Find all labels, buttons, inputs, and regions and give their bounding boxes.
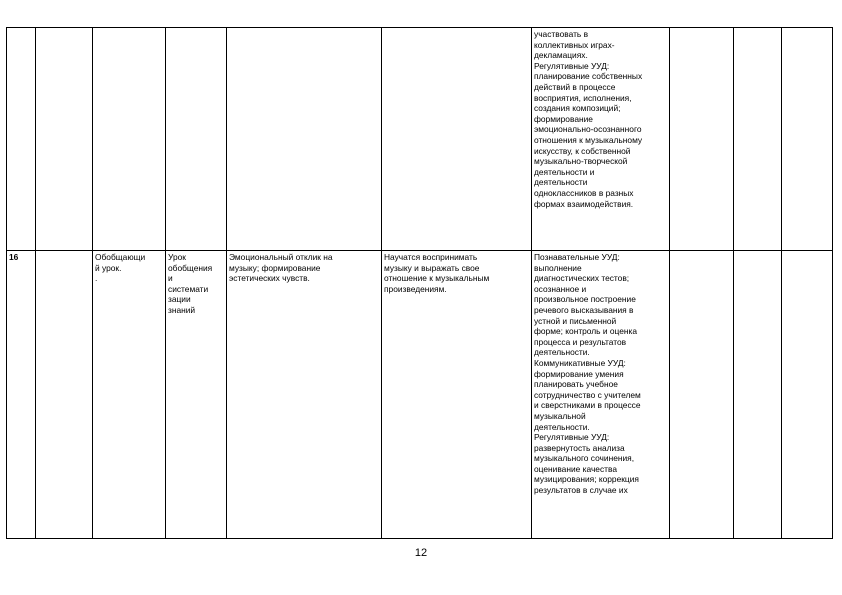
- cell-uud: участвовать в коллективных играх- декламациях. Регулятивные УУД: планирование собственных действий в процессе восприятия, исполнения, создания композиций; формирование эмоционально-осознанного отношения к музыкальному искусству, к собственной музыкально-творческой деятельности и деятельности одноклассников в разных формах взаимодействия.: [532, 28, 670, 251]
- cell-extra-2: [734, 28, 782, 251]
- cell-personal-results: [227, 28, 382, 251]
- cell-extra-2: [734, 251, 782, 539]
- table-row: [7, 251, 833, 539]
- cell-lesson-type: [166, 28, 227, 251]
- cell-uud: Познавательные УУД: выполнение диагностических тестов; осознанное и произвольное построение речевого высказывания в устной и письменной форме; контроль и оценка процесса и результатов деятельности. Коммуникативные УУД: формирование умения планировать учебное сотрудничество с учителем и сверстниками в процессе музыкальной деятельности. Регулятивные УУД: развернутость анализа музыкального сочинения, оценивание качества музицирования; коррекция результатов в случае их: [532, 251, 670, 539]
- cell-date: [36, 251, 93, 539]
- cell-extra-1: [670, 251, 734, 539]
- cell-date: [36, 28, 93, 251]
- page-number: 12: [414, 547, 428, 559]
- cell-lesson-type: Урок обобщения и системати зации знаний: [166, 251, 227, 539]
- cell-personal-results: Эмоциональный отклик на музыку; формирование эстетических чувств.: [227, 251, 382, 539]
- cell-topic: [93, 28, 166, 251]
- cell-subject-results: Научатся воспринимать музыку и выражать свое отношение к музыкальным произведениям.: [382, 251, 532, 539]
- cell-extra-1: [670, 28, 734, 251]
- lesson-plan-table: [6, 27, 833, 539]
- cell-topic: Обобщающи й урок. .: [93, 251, 166, 539]
- cell-extra-3: [782, 251, 833, 539]
- cell-number: 16: [7, 251, 36, 539]
- cell-number: [7, 28, 36, 251]
- cell-subject-results: [382, 28, 532, 251]
- table-row: [7, 28, 833, 251]
- cell-extra-3: [782, 28, 833, 251]
